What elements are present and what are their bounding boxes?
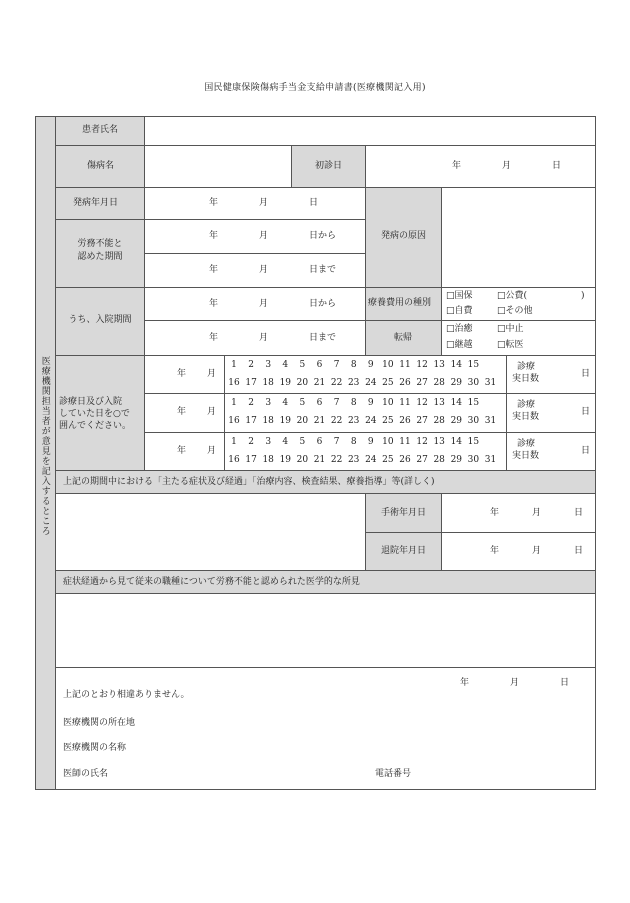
cost-option-kokuho[interactable]: □国保 bbox=[446, 291, 473, 301]
visit-count-unit: 日 bbox=[581, 369, 591, 379]
form-title: 国民健康保険傷病手当金支給申請書(医療機関記入用) bbox=[204, 83, 426, 93]
onset-year: 年 bbox=[209, 198, 219, 208]
visit-days-label-line1: 診療日及び入院 bbox=[59, 397, 123, 407]
incapacity-label-line2: 認めた期間 bbox=[77, 252, 123, 262]
visit-day-cell[interactable]: 7 bbox=[333, 398, 340, 408]
visit-row-year: 年 bbox=[177, 446, 187, 456]
visit-day-cell[interactable]: 19 bbox=[279, 378, 292, 388]
visit-day-cell[interactable]: 19 bbox=[279, 455, 292, 465]
cost-option-kohi-close: ) bbox=[581, 291, 585, 301]
visit-day-cell[interactable]: 23 bbox=[347, 378, 360, 388]
visit-day-cell[interactable]: 2 bbox=[248, 360, 254, 370]
visit-day-cell[interactable]: 13 bbox=[433, 437, 445, 447]
visit-day-cell[interactable]: 12 bbox=[416, 437, 428, 447]
side-label: 医療機関担当者が意見を記入するところ bbox=[39, 356, 50, 536]
discharge-date-label: 退院年月日 bbox=[381, 546, 427, 556]
surgery-year: 年 bbox=[490, 508, 500, 518]
visit-row-year: 年 bbox=[177, 407, 187, 417]
first-visit-day: 日 bbox=[552, 161, 562, 171]
incapacity-label-line1: 労務不能と bbox=[77, 239, 123, 249]
surgery-month: 月 bbox=[532, 508, 542, 518]
visit-day-cell[interactable]: 27 bbox=[416, 455, 428, 465]
first-visit-label: 初診日 bbox=[315, 161, 343, 171]
visit-day-cell[interactable]: 15 bbox=[467, 437, 480, 447]
visit-day-cell[interactable]: 10 bbox=[382, 398, 394, 408]
opinion-header: 症状経過から見て従来の職種について労務不能と認められた医学的な所見 bbox=[63, 577, 360, 587]
visit-day-cell[interactable]: 19 bbox=[279, 416, 292, 426]
visit-day-cell[interactable]: 8 bbox=[350, 437, 357, 447]
visit-day-cell[interactable]: 24 bbox=[365, 455, 377, 465]
sign-date-month: 月 bbox=[510, 678, 520, 688]
incapacity-from-month: 月 bbox=[259, 231, 269, 241]
phone-label: 電話番号 bbox=[375, 769, 412, 779]
discharge-year: 年 bbox=[490, 546, 500, 556]
patient-name-label: 患者氏名 bbox=[82, 125, 119, 135]
hosp-to-year: 年 bbox=[209, 333, 219, 343]
incapacity-to-field[interactable] bbox=[145, 254, 365, 287]
certify-text: 上記のとおり相違ありません。 bbox=[63, 690, 190, 700]
first-visit-month: 月 bbox=[502, 161, 512, 171]
visit-day-cell[interactable]: 30 bbox=[467, 378, 480, 388]
visit-day-cell[interactable]: 9 bbox=[367, 360, 374, 370]
visit-day-cell[interactable]: 6 bbox=[316, 398, 323, 408]
visit-day-cell[interactable]: 14 bbox=[450, 398, 463, 408]
symptoms-header: 上記の期間中における「主たる症状及び経過」「治療内容、検査結果、療養指導」等(詳しく) bbox=[63, 477, 435, 487]
visit-row-month: 月 bbox=[207, 446, 217, 456]
visit-day-cell[interactable]: 15 bbox=[467, 398, 480, 408]
visit-day-cell[interactable]: 1 bbox=[231, 360, 237, 370]
visit-day-cell[interactable]: 4 bbox=[282, 437, 289, 447]
visit-count-label-line1: 診療 bbox=[517, 362, 536, 372]
outcome-option-stopped[interactable]: □中止 bbox=[497, 324, 524, 334]
disease-name-label: 傷病名 bbox=[87, 161, 115, 171]
onset-date-field[interactable] bbox=[145, 188, 365, 219]
visit-day-cell[interactable]: 13 bbox=[433, 360, 445, 370]
discharge-day: 日 bbox=[574, 546, 584, 556]
visit-day-cell[interactable]: 7 bbox=[333, 360, 340, 370]
hospitalization-to-field[interactable] bbox=[145, 321, 365, 355]
opinion-field[interactable] bbox=[56, 594, 595, 667]
visit-day-cell[interactable]: 25 bbox=[382, 416, 394, 426]
sign-date-year: 年 bbox=[460, 678, 470, 688]
onset-day: 日 bbox=[309, 198, 319, 208]
visit-day-cell[interactable]: 22 bbox=[330, 378, 343, 388]
visit-day-cell[interactable]: 5 bbox=[299, 437, 306, 447]
visit-day-cell[interactable]: 27 bbox=[416, 416, 428, 426]
visit-day-cell[interactable]: 8 bbox=[350, 360, 357, 370]
visit-day-cell[interactable]: 21 bbox=[313, 455, 326, 465]
facility-address-label: 医療機関の所在地 bbox=[63, 718, 136, 728]
visit-day-cell[interactable]: 10 bbox=[382, 360, 394, 370]
visit-day-cell[interactable]: 7 bbox=[333, 437, 340, 447]
first-visit-year: 年 bbox=[452, 161, 462, 171]
surgery-date-field[interactable] bbox=[442, 494, 595, 532]
visit-day-cell[interactable]: 25 bbox=[382, 455, 394, 465]
visit-day-cell[interactable]: 9 bbox=[367, 437, 374, 447]
visit-day-cell[interactable]: 29 bbox=[450, 378, 463, 388]
cost-option-kohi[interactable]: □公費( bbox=[497, 291, 528, 301]
visit-day-cell[interactable]: 18 bbox=[262, 378, 274, 388]
visit-day-cell[interactable]: 17 bbox=[245, 416, 257, 426]
visit-count-label-line2: 実日数 bbox=[512, 451, 540, 461]
discharge-date-field[interactable] bbox=[442, 533, 595, 570]
visit-day-cell[interactable]: 9 bbox=[367, 398, 374, 408]
visit-day-cell[interactable]: 20 bbox=[296, 378, 309, 388]
visit-day-cell[interactable]: 3 bbox=[265, 398, 272, 408]
visit-day-cell[interactable]: 2 bbox=[248, 398, 254, 408]
visit-day-cell[interactable]: 31 bbox=[484, 455, 497, 465]
visit-day-cell[interactable]: 26 bbox=[399, 416, 411, 426]
visit-day-cell[interactable]: 20 bbox=[296, 416, 309, 426]
visit-day-cell[interactable]: 11 bbox=[399, 437, 411, 447]
visit-count-label-line2: 実日数 bbox=[512, 412, 540, 422]
visit-row-year: 年 bbox=[177, 369, 187, 379]
discharge-month: 月 bbox=[532, 546, 542, 556]
visit-count-label-line2: 実日数 bbox=[512, 374, 540, 384]
visit-day-cell[interactable]: 18 bbox=[262, 455, 274, 465]
hosp-to-day: 日まで bbox=[309, 333, 337, 343]
incapacity-to-month: 月 bbox=[259, 265, 269, 275]
onset-month: 月 bbox=[259, 198, 269, 208]
visit-day-cell[interactable]: 5 bbox=[299, 398, 306, 408]
visit-day-cell[interactable]: 1 bbox=[231, 437, 237, 447]
visit-day-cell[interactable]: 1 bbox=[231, 398, 237, 408]
visit-day-cell[interactable]: 31 bbox=[484, 416, 497, 426]
visit-day-cell[interactable]: 14 bbox=[450, 437, 463, 447]
cost-option-other[interactable]: □その他 bbox=[497, 306, 533, 316]
visit-day-cell[interactable]: 27 bbox=[416, 378, 428, 388]
visit-count-unit: 日 bbox=[581, 407, 591, 417]
disease-name-field[interactable] bbox=[145, 146, 291, 187]
visit-count-label-line1: 診療 bbox=[517, 439, 536, 449]
hosp-from-year: 年 bbox=[209, 299, 219, 309]
visit-day-cell[interactable]: 30 bbox=[467, 455, 480, 465]
onset-cause-label: 発病の原因 bbox=[381, 231, 427, 241]
hospitalization-from-field[interactable] bbox=[145, 288, 365, 320]
visit-day-cell[interactable]: 22 bbox=[330, 416, 343, 426]
outcome-option-transfer[interactable]: □転医 bbox=[497, 340, 524, 350]
visit-day-cell[interactable]: 20 bbox=[296, 455, 309, 465]
hospitalization-label: うち、入院期間 bbox=[68, 315, 132, 325]
patient-name-field[interactable] bbox=[145, 117, 595, 145]
visit-day-cell[interactable]: 22 bbox=[330, 455, 343, 465]
onset-date-label: 発病年月日 bbox=[73, 198, 119, 208]
visit-day-cell[interactable]: 30 bbox=[467, 416, 480, 426]
incapacity-from-day: 日から bbox=[309, 231, 337, 241]
symptoms-field[interactable] bbox=[56, 494, 365, 570]
visit-day-cell[interactable]: 29 bbox=[450, 416, 463, 426]
visit-day-cell[interactable]: 17 bbox=[245, 378, 257, 388]
visit-day-cell[interactable]: 16 bbox=[228, 455, 240, 465]
visit-day-cell[interactable]: 4 bbox=[282, 360, 289, 370]
incapacity-from-field[interactable] bbox=[145, 220, 365, 253]
visit-day-cell[interactable]: 11 bbox=[399, 398, 411, 408]
visit-day-cell[interactable]: 15 bbox=[467, 360, 480, 370]
visit-day-cell[interactable]: 21 bbox=[313, 416, 326, 426]
outcome-option-continued[interactable]: □継越 bbox=[446, 340, 473, 350]
visit-day-cell[interactable]: 16 bbox=[228, 378, 240, 388]
sign-date-day: 日 bbox=[560, 678, 570, 688]
hosp-from-day: 日から bbox=[309, 299, 337, 309]
cost-type-label: 療養費用の種別 bbox=[368, 298, 432, 308]
hosp-to-month: 月 bbox=[259, 333, 269, 343]
visit-day-cell[interactable]: 24 bbox=[365, 378, 377, 388]
visit-day-cell[interactable]: 26 bbox=[399, 455, 411, 465]
visit-day-cell[interactable]: 21 bbox=[313, 378, 326, 388]
incapacity-from-year: 年 bbox=[209, 231, 219, 241]
outcome-label: 転帰 bbox=[394, 333, 413, 343]
surgery-date-label: 手術年月日 bbox=[381, 508, 427, 518]
hosp-from-month: 月 bbox=[259, 299, 269, 309]
visit-day-cell[interactable]: 25 bbox=[382, 378, 394, 388]
visit-day-cell[interactable]: 12 bbox=[416, 360, 428, 370]
visit-row-month: 月 bbox=[207, 369, 217, 379]
visit-day-cell[interactable]: 23 bbox=[347, 455, 360, 465]
visit-day-cell[interactable]: 14 bbox=[450, 360, 463, 370]
visit-day-cell[interactable]: 18 bbox=[262, 416, 274, 426]
first-visit-date-field[interactable] bbox=[366, 146, 595, 187]
visit-day-cell[interactable]: 28 bbox=[433, 378, 445, 388]
visit-row-month: 月 bbox=[207, 407, 217, 417]
visit-day-cell[interactable]: 12 bbox=[416, 398, 428, 408]
onset-cause-field[interactable] bbox=[442, 188, 595, 287]
surgery-day: 日 bbox=[574, 508, 584, 518]
visit-day-cell[interactable]: 3 bbox=[265, 360, 272, 370]
visit-day-cell[interactable]: 8 bbox=[350, 398, 357, 408]
doctor-name-label: 医師の氏名 bbox=[63, 769, 109, 779]
outcome-option-cured[interactable]: □治癒 bbox=[446, 324, 473, 334]
visit-day-cell[interactable]: 5 bbox=[299, 360, 306, 370]
visit-day-cell[interactable]: 28 bbox=[433, 455, 445, 465]
visit-count-unit: 日 bbox=[581, 446, 591, 456]
visit-day-cell[interactable]: 2 bbox=[248, 437, 254, 447]
visit-day-cell[interactable]: 31 bbox=[484, 378, 497, 388]
visit-day-cell[interactable]: 6 bbox=[316, 360, 323, 370]
visit-day-cell[interactable]: 4 bbox=[282, 398, 289, 408]
visit-day-cell[interactable]: 3 bbox=[265, 437, 272, 447]
visit-count-label-line1: 診療 bbox=[517, 400, 536, 410]
incapacity-to-day: 日まで bbox=[309, 265, 337, 275]
visit-days-label-line3: 囲んでください。 bbox=[59, 421, 132, 431]
visit-day-cell[interactable]: 28 bbox=[433, 416, 445, 426]
visit-day-cell[interactable]: 23 bbox=[347, 416, 360, 426]
visit-days-label-line2: していた日を○で bbox=[59, 409, 130, 419]
visit-day-cell[interactable]: 17 bbox=[245, 455, 257, 465]
visit-day-cell[interactable]: 16 bbox=[228, 416, 240, 426]
medical-institution-form bbox=[35, 116, 596, 790]
visit-day-cell[interactable]: 11 bbox=[399, 360, 411, 370]
visit-day-cell[interactable]: 26 bbox=[399, 378, 411, 388]
visit-day-cell[interactable]: 13 bbox=[433, 398, 445, 408]
visit-day-cell[interactable]: 29 bbox=[450, 455, 463, 465]
visit-day-cell[interactable]: 6 bbox=[316, 437, 323, 447]
facility-name-label: 医療機関の名称 bbox=[63, 743, 127, 753]
cost-option-jihi[interactable]: □自費 bbox=[446, 306, 473, 316]
incapacity-to-year: 年 bbox=[209, 265, 219, 275]
visit-day-cell[interactable]: 24 bbox=[365, 416, 377, 426]
visit-day-cell[interactable]: 10 bbox=[382, 437, 394, 447]
